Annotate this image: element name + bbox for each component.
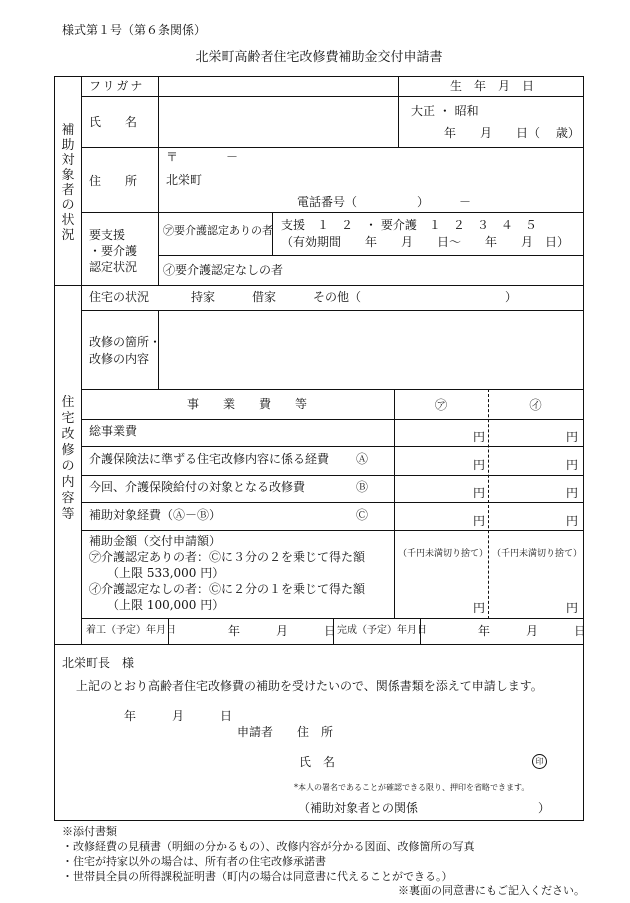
attachment-item: ・改修経費の見積書（明細の分かるもの）、改修内容が分かる図面、改修箇所の写真 bbox=[62, 840, 475, 853]
cost-row-eligible-label: 補助対象経費（Ⓐ－Ⓑ） bbox=[89, 508, 222, 522]
mark-a-icon: Ⓐ bbox=[356, 452, 369, 466]
phone-field[interactable]: 電話番号（ ） － bbox=[297, 195, 472, 209]
furigana-label: フリガナ bbox=[89, 79, 145, 93]
cost-row-care-law-label: 介護保険法に準ずる住宅改修内容に係る経費 bbox=[89, 452, 330, 466]
postal-code-field[interactable]: 〒 － bbox=[166, 150, 239, 164]
applicant-address-label: 申請者 住 所 bbox=[237, 725, 334, 739]
attachment-item: ・世帯員全員の所得課税証明書（町内の場合は同意書に代えることができる。） bbox=[62, 870, 453, 883]
subsidy-line-uncertified-cap: （上限 100,000 円） bbox=[89, 598, 225, 612]
addressee: 北栄町長 様 bbox=[62, 656, 135, 670]
cost-row-eligible-a-yen[interactable]: 円 bbox=[473, 514, 486, 528]
cost-header: 事 業 費 等 bbox=[187, 397, 308, 411]
page-title: 北栄町高齢者住宅改修費補助金交付申請書 bbox=[195, 50, 443, 65]
application-date-field[interactable]: 年 月 日 bbox=[124, 709, 233, 723]
cost-row-care-law-a-yen[interactable]: 円 bbox=[473, 458, 486, 472]
care-level-options[interactable]: 支援 １ ２ ・ 要介護 １ ２ ３ ４ ５ bbox=[281, 218, 537, 232]
subsidy-a-yen[interactable]: 円 bbox=[473, 601, 486, 615]
care-certified-label: ㋐要介護認定ありの者 bbox=[163, 224, 273, 237]
furigana-field[interactable] bbox=[160, 78, 396, 95]
mark-c-icon: Ⓒ bbox=[356, 508, 369, 522]
cost-row-insurance-b-yen[interactable]: 円 bbox=[566, 486, 579, 500]
care-not-certified-label[interactable]: ㋑要介護認定なしの者 bbox=[163, 263, 284, 277]
cost-row-total-a-yen[interactable]: 円 bbox=[473, 430, 486, 444]
housing-option-other[interactable]: その他（ ） bbox=[313, 290, 518, 304]
start-date-label: 着工（予定）年月日 bbox=[86, 625, 176, 636]
birth-date-fields[interactable]: 年 月 日（ 歳） bbox=[444, 126, 580, 140]
name-field[interactable] bbox=[160, 98, 396, 145]
rounding-note-a: （千円未満切り捨て） bbox=[398, 549, 489, 559]
cost-row-insurance-a-yen[interactable]: 円 bbox=[473, 486, 486, 500]
care-status-label: 要支援 ・要介護 認定状況 bbox=[89, 228, 138, 274]
subsidy-line-uncertified: ㋑介護認定なしの者：Ⓒに２分の１を乗じて得た額 bbox=[89, 582, 366, 596]
attachments-heading: ※添付書類 bbox=[62, 825, 117, 838]
end-date-field[interactable]: 年 月 日 bbox=[478, 624, 587, 638]
care-validity-period[interactable]: （有効期間 年 月 日～ 年 月 日） bbox=[281, 235, 570, 249]
attachment-item: ・住宅が持家以外の場合は、所有者の住宅改修承諾書 bbox=[62, 855, 326, 868]
cost-row-eligible-b-yen[interactable]: 円 bbox=[566, 514, 579, 528]
town-name: 北栄町 bbox=[166, 173, 203, 187]
subsidy-line-certified-cap: （上限 533,000 円） bbox=[89, 566, 225, 580]
cost-row-total-label: 総事業費 bbox=[89, 424, 138, 438]
section2-side-label: 住宅改修の内容等 bbox=[61, 395, 75, 522]
seal-note: *本人の署名であることが確認できる限り、押印を省略できます。 bbox=[294, 783, 530, 792]
relation-field[interactable]: （補助対象者との関係 ） bbox=[298, 801, 551, 815]
era-options[interactable]: 大正 ・ 昭和 bbox=[411, 104, 479, 118]
mark-b-icon: Ⓑ bbox=[356, 480, 369, 494]
name-label: 氏 名 bbox=[89, 115, 138, 129]
subsidy-line-heading: 補助金額（交付申請額） bbox=[89, 534, 222, 548]
subsidy-b-yen[interactable]: 円 bbox=[566, 601, 579, 615]
applicant-name-label: 氏 名 bbox=[299, 755, 336, 769]
housing-status-label: 住宅の状況 bbox=[89, 290, 150, 304]
column-a-header: ㋐ bbox=[434, 398, 447, 412]
section1-side-label: 補助対象者の状況 bbox=[61, 123, 75, 243]
end-date-label: 完成（予定）年月日 bbox=[337, 625, 427, 636]
declaration-statement: 上記のとおり高齢者住宅改修費の補助を受けたいので、関係書類を添えて申請します。 bbox=[76, 679, 543, 693]
birthdate-label: 生 年 月 日 bbox=[450, 79, 535, 93]
cost-row-insurance-label: 今回、介護保険給付の対象となる改修費 bbox=[89, 480, 306, 494]
form-number: 様式第１号（第６条関係） bbox=[62, 23, 207, 37]
repair-content-field[interactable] bbox=[160, 312, 581, 388]
cost-row-total-b-yen[interactable]: 円 bbox=[566, 430, 579, 444]
subsidy-line-certified: ㋐介護認定ありの者：Ⓒに３分の２を乗じて得た額 bbox=[89, 550, 366, 564]
applicant-name-field[interactable] bbox=[345, 752, 525, 772]
repair-content-label: 改修の箇所・ 改修の内容 bbox=[89, 335, 162, 366]
column-b-header: ㋑ bbox=[529, 398, 542, 412]
back-page-note: ※裏面の同意書にもご記入ください。 bbox=[398, 884, 585, 897]
cost-row-care-law-b-yen[interactable]: 円 bbox=[566, 458, 579, 472]
housing-option-rented[interactable]: 借家 bbox=[252, 290, 277, 304]
address-label: 住 所 bbox=[89, 174, 138, 188]
rounding-note-b: （千円未満切り捨て） bbox=[492, 549, 583, 559]
seal-mark-icon: 印 bbox=[532, 754, 547, 769]
applicant-address-field[interactable] bbox=[340, 722, 570, 742]
housing-option-owned[interactable]: 持家 bbox=[191, 290, 216, 304]
start-date-field[interactable]: 年 月 日 bbox=[228, 624, 337, 638]
